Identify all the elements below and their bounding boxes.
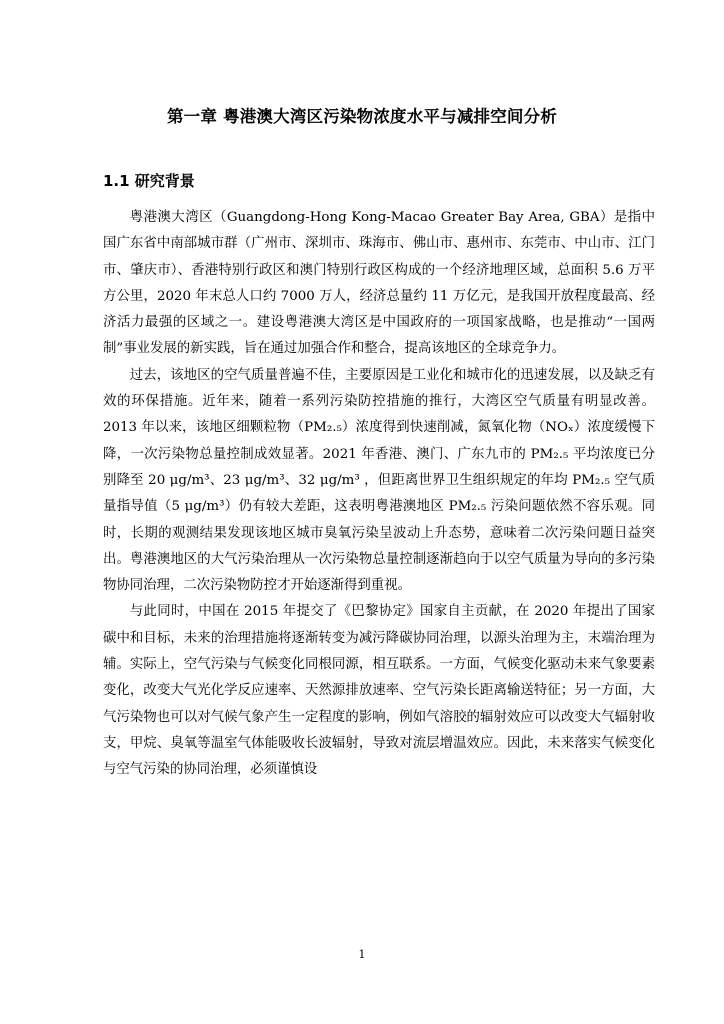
paragraph-1: 粤港澳大湾区（Guangdong-Hong Kong-Macao Greater Bay Area, GBA）是指中国广东省中南部城市群（广州市、深圳市、珠海市、佛山市、惠州市、东莞市、中山市、江门市、肇庆市）、香港特别行政区和澳门特别行政区构成的一个经济地理区域，总面积 5.6 万平方公里，2020 年末总人口约 7000 万人，经济总量约 11 万亿元，是我国开放程度最高、经济活力最强的区域之一。建设粤港澳大湾区是中国政府的一项国家战略，也是推动“一国两制”事业发展的新实践，旨在通过加强合作和整合，提高该地区的全球竞争力。 <box>103 210 655 357</box>
page-number: 1 <box>358 948 366 961</box>
paragraph-2: 过去，该地区的空气质量普遍不佳，主要原因是工业化和城市化的迅速发展，以及缺乏有效的环保措施。近年来，随着一系列污染防控措施的推行，大湾区空气质量有明显改善。2013 年以来，该地区细颗粒物（PM₂.₅）浓度得到快速削减，氮氧化物（NOₓ）浓度缓慢下降，一次污染物总量控制成效显著。2021 年香港、澳门、广东九市的 PM₂.₅ 平均浓度已分别降至 20 μg/m³、23 μg/m³、32 μg/m³ ，但距离世界卫生组织规定的年均 PM₂.₅ 空气质量指导值（5 μg/m³）仍有较大差距，这表明粤港澳地区 PM₂.₅ 污染问题依然不容乐观。同时，长期的观测结果发现该地区城市臭氧污染呈波动上升态势，意味着二次污染问题日益突出。粤港澳地区的大气污染治理从一次污染物总量控制逐渐趋向于以空气质量为导向的多污染物协同治理，二次污染物防控才开始逐渐得到重视。 <box>103 367 655 594</box>
chapter-title: 第一章 粤港澳大湾区污染物浓度水平与减排空间分析 <box>166 107 558 126</box>
body-text <box>103 205 655 784</box>
paragraph-3: 与此同时，中国在 2015 年提交了《巴黎协定》国家自主贡献，在 2020 年提出了国家碳中和目标，未来的治理措施将逐渐转变为减污降碳协同治理，以源头治理为主，末端治理为辅。实际上，空气污染与气候变化同根同源，相互联系。一方面，气候变化驱动未来气象要素变化，改变大气光化学反应速率、天然源排放速率、空气污染长距离输送特征；另一方面，大气污染物也可以对气候气象产生一定程度的影响，例如气溶胶的辐射效应可以改变大气辐射收支，甲烷、臭氧等温室气体能吸收长波辐射，导致对流层增温效应。因此，未来落实气候变化与空气污染的协同治理，必须谨慎设 <box>103 604 655 778</box>
section-title: 1.1 研究背景 <box>103 172 195 190</box>
